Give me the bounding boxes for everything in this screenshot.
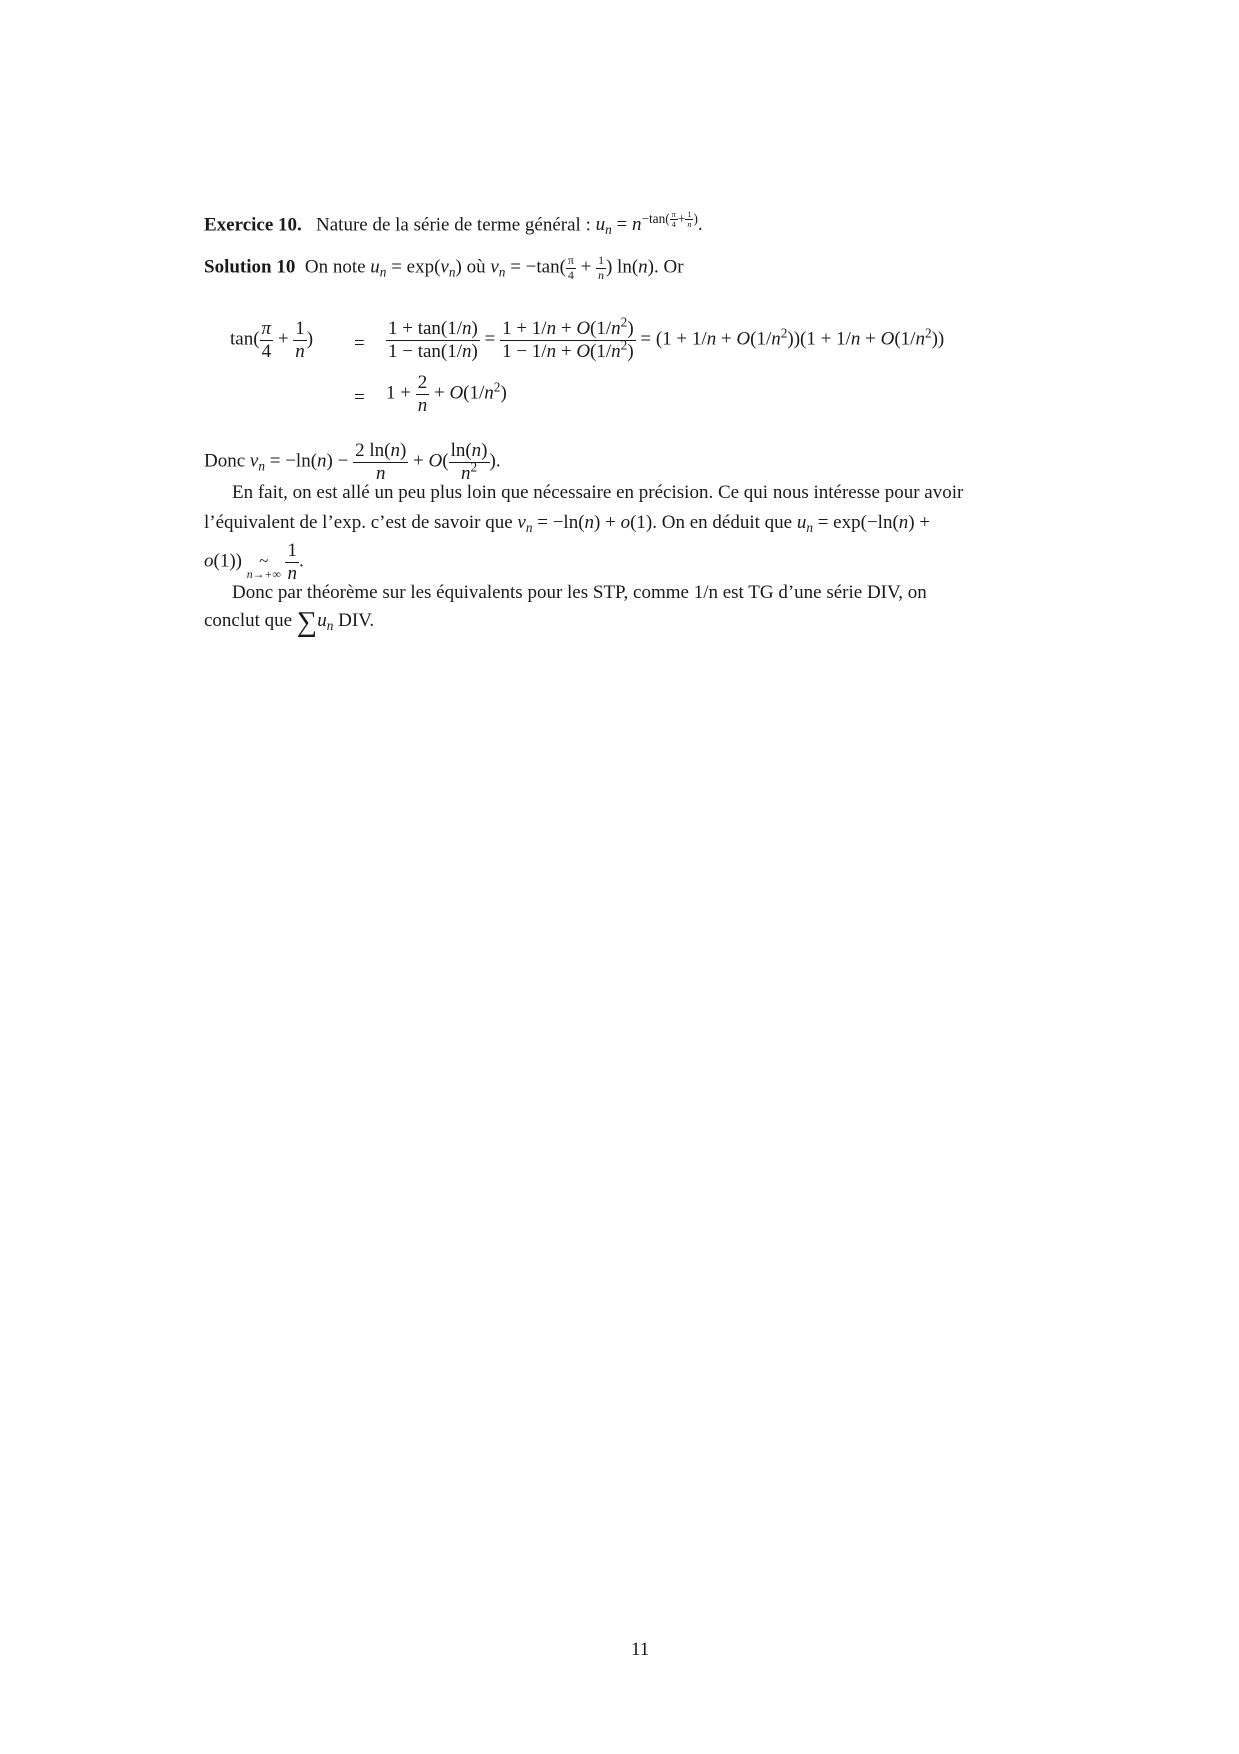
paragraph1-line2: l’équivalent de l’exp. c’est de savoir que $v_n = -\ln(n) + o(1)$. On en déduit que $u_n = \exp(-\ln(n)$ +	[204, 512, 931, 535]
solution-intro: On note	[304, 256, 366, 278]
exercise-formula: $u_n = n^{-tan( \frac{\pi}{4} + \frac{1}{n} )}$.	[595, 210, 703, 238]
paragraph2-line2: conclut que $\sum u_n$ DIV.	[204, 607, 375, 638]
paragraph1-line2a: l’équivalent de l’exp. c’est de savoir que	[204, 512, 513, 533]
equation-eq2: =	[354, 387, 365, 408]
paragraph1-line1-text: En fait, on est allé un peu plus loin que nécessaire en précision. Ce qui nous intéresse pour avoir	[232, 482, 964, 503]
solution-where: où	[466, 256, 486, 278]
equation-eq1: =	[354, 333, 365, 354]
paragraph2-conclut: conclut que	[204, 609, 293, 631]
exercise-text: Nature de la série de terme général :	[316, 214, 591, 236]
paragraph1-line2b: On en déduit que	[661, 512, 793, 533]
paragraph2-div: DIV.	[338, 609, 375, 631]
donc-word: Donc	[204, 450, 246, 472]
exercise-label: Exercice 10.	[204, 214, 302, 236]
donc-line: Donc $v_n = -\ln(n)$ − $\frac{2 \ln(n)}{n}$ + O( $\frac{\ln(n)}{n^2}$ ).	[204, 440, 501, 484]
page-number: 11	[631, 1639, 650, 1660]
exercise-line	[204, 210, 703, 238]
paragraph1-line1	[232, 483, 963, 502]
equation-rhs1: $\frac{1 + \tan(1/n)}{1 - \tan(1/n)}$ = $\frac{1 + 1/n + O(1/n^2)}{1 - 1/n + O(1/n^2)}$ = $(1 + 1/n + O(1/n^2))(1 + 1/n + O(1/n^2))$	[388, 314, 945, 362]
paragraph2-line1	[232, 583, 927, 602]
equation-lhs: tan( $\frac{\pi}{4}$ + $\frac{1}{n}$ )	[230, 318, 314, 362]
paragraph1-line3: o(1)) ~ n→+∞ $\frac{1}{n}$ .	[204, 540, 304, 584]
solution-line: Solution 10 On note $u_n = \exp(v_n)$ où $v_n = -\tan$( $\frac{\pi}{4}$ + $\frac{1}{n}$ ) ln(n). Or	[204, 254, 684, 282]
solution-label: Solution 10	[204, 256, 296, 278]
equation-rhs2: 1 + $\frac{2}{n}$ + $O(1/n^2)$	[386, 372, 507, 416]
paragraph2-line1-text: Donc par théorème sur les équivalents pour les STP, comme 1/n est TG d’une série DIV, on	[232, 582, 927, 603]
solution-or: Or	[663, 256, 684, 278]
